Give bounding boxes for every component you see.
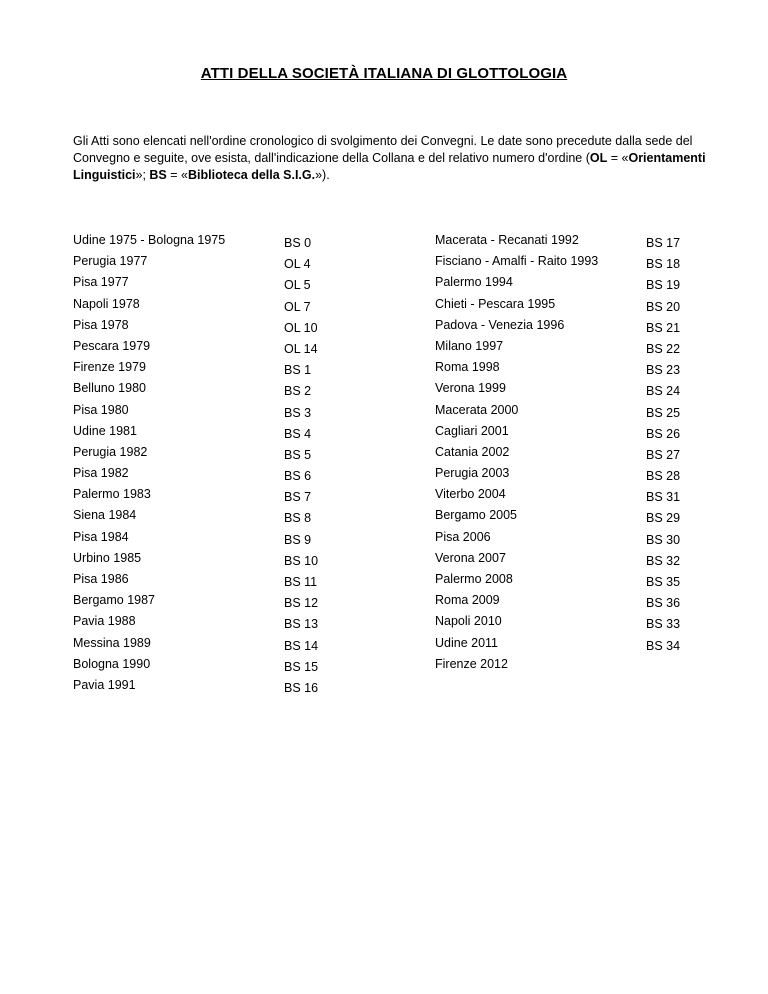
congress-place: Pisa 1978 [73,317,129,332]
series-code: BS 35 [646,575,681,589]
intro-paragraph [73,133,713,184]
congress-place: Chieti - Pescara 1995 [435,296,556,311]
congress-place: Viterbo 2004 [435,487,506,502]
congress-place: Macerata - Recanati 1992 [435,233,579,247]
bs-abbreviation: BS [149,168,167,182]
congress-place: Pisa 1986 [73,572,129,586]
series-code: OL 4 [284,257,311,272]
series-code: BS 24 [646,384,681,399]
congress-place: Udine 2011 [435,635,499,650]
congress-place: Verona 2007 [435,550,506,565]
congress-place: Udine 1975 - Bologna 1975 [73,233,226,247]
series-code: BS 31 [646,490,681,505]
series-code: BS 5 [284,447,312,462]
series-code: BS 18 [646,257,681,272]
series-code: BS 26 [646,426,681,441]
bs-series-name: Biblioteca della S.I.G. [187,168,316,182]
series-code: BS 36 [646,596,681,611]
series-code: BS 7 [284,490,312,505]
congress-place: Pescara 1979 [73,338,151,353]
page-title: ATTI DELLA SOCIETÀ ITALIANA DI GLOTTOLOGIA [200,65,568,82]
series-code: BS 27 [646,447,681,462]
congress-place: Perugia 1977 [73,254,148,269]
intro-eq: = « [166,168,188,182]
ol-abbreviation: OL [589,151,608,165]
congress-place: Udine 1981 [73,423,137,438]
series-code: OL 7 [284,299,311,314]
congress-place: Palermo 1983 [73,487,151,502]
congress-place: Cagliari 2001 [435,423,509,438]
congress-place: Pavia 1991 [73,677,136,692]
congress-place: Perugia 1982 [73,444,148,459]
series-code: BS 25 [646,405,681,420]
series-code: OL 5 [284,278,311,293]
congress-place: Urbino 1985 [73,550,142,565]
congress-place: Palermo 2008 [435,572,513,586]
congress-place: Belluno 1980 [73,381,146,396]
series-code: BS 23 [646,363,681,378]
congress-place: Pisa 1984 [73,529,129,544]
series-code: BS 2 [284,384,312,399]
congress-place: Firenze 1979 [73,360,146,375]
intro-end: »). [315,168,330,182]
congress-place: Pisa 1980 [73,402,129,417]
series-code: BS 4 [284,426,312,441]
series-code: BS 10 [284,553,319,568]
congress-place: Roma 1998 [435,360,500,375]
congress-place: Napoli 2010 [435,614,502,629]
series-code: OL 10 [284,320,318,335]
series-code: BS 1 [284,363,312,378]
congress-place: Firenze 2012 [435,656,508,671]
congress-place: Catania 2002 [435,444,510,459]
series-code: BS 0 [284,236,312,250]
intro-eq: = « [607,151,629,165]
congress-place: Roma 2009 [435,593,500,608]
intro-separator: »; [135,168,150,182]
congress-place: Verona 1999 [435,381,506,396]
intro-text: Gli Atti sono elencati nell'ordine cronologico di svolgimento dei Convegni. Le date sono precedute dalla sede del Convegno e seguite, ove esista, dall'indicazione della Collana e del relativo numero d'ordine ( [73,134,693,165]
congress-place: Siena 1984 [73,508,137,523]
series-code: BS 21 [646,320,681,335]
series-code: BS 29 [646,511,681,526]
series-code: BS 30 [646,532,681,547]
series-code: BS 3 [284,405,312,420]
ol-series-name: Orientamenti Linguistici [73,151,706,182]
series-code: BS 33 [646,617,681,632]
congress-place: Bologna 1990 [73,656,151,671]
series-code: BS 9 [284,532,312,547]
series-code: BS 22 [646,341,681,356]
congress-place: Milano 1997 [435,338,504,353]
series-code: BS 34 [646,638,681,653]
congress-place: Bergamo 2005 [435,508,518,523]
congress-place: Bergamo 1987 [73,593,156,608]
series-code: OL 14 [284,341,318,356]
series-code: BS 19 [646,278,681,293]
series-code: BS 15 [284,659,319,674]
series-code: BS 14 [284,638,319,653]
congress-place: Fisciano - Amalfi - Raito 1993 [435,254,599,269]
series-code: BS 16 [284,680,319,695]
series-code: BS 17 [646,236,681,250]
congress-place: Macerata 2000 [435,402,519,417]
congress-place: Palermo 1994 [435,275,513,290]
series-code: BS 20 [646,299,681,314]
series-code: BS 6 [284,469,312,484]
congress-place: Padova - Venezia 1996 [435,317,565,332]
congress-place: Pavia 1988 [73,614,136,629]
series-code: BS 32 [646,553,681,568]
series-code: BS 28 [646,469,681,484]
series-code: BS 8 [284,511,312,526]
series-code: BS 13 [284,617,319,632]
congress-place: Pisa 1982 [73,466,129,481]
congress-place: Napoli 1978 [73,296,140,311]
congress-place: Pisa 1977 [73,275,129,290]
series-code: BS 12 [284,596,319,611]
congress-place: Pisa 2006 [435,529,491,544]
series-code: BS 11 [284,575,318,589]
congress-place: Perugia 2003 [435,466,510,481]
congress-place: Messina 1989 [73,635,151,650]
